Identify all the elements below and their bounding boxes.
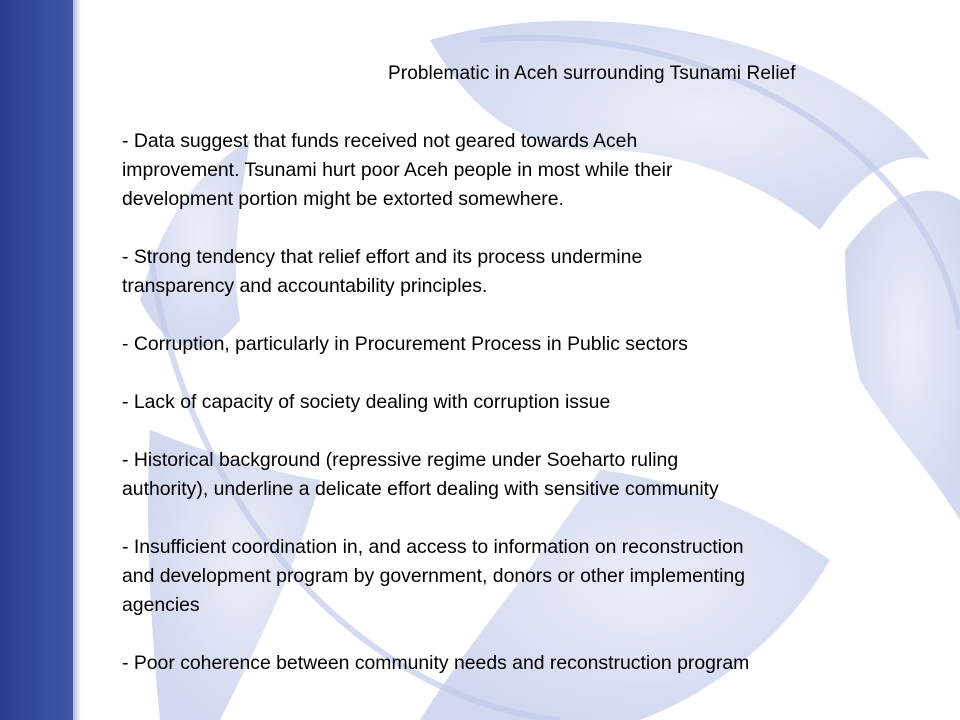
bullet-coherence (122, 649, 912, 678)
bullet-capacity (122, 388, 912, 417)
left-sidebar-bar (0, 0, 73, 720)
bullet-corruption (122, 330, 912, 359)
bullet-funds (122, 127, 912, 214)
left-sidebar-shadow (73, 0, 81, 720)
bullet-line: - Corruption, particularly in Procurement Process in Public sectors (122, 333, 688, 355)
slide-body (122, 127, 912, 707)
bullet-line: development portion might be extorted somewhere. (122, 188, 564, 210)
bullet-line: authority), underline a delicate effort dealing with sensitive community (122, 478, 719, 500)
bullet-line: - Insufficient coordination in, and access to information on reconstruction (122, 536, 744, 558)
bullet-coordination (122, 533, 912, 620)
bullet-line: - Strong tendency that relief effort and its process undermine (122, 246, 643, 268)
bullet-transparency (122, 243, 912, 301)
bullet-line: transparency and accountability principles. (122, 275, 488, 297)
bullet-history (122, 446, 912, 504)
bullet-line: - Data suggest that funds received not geared towards Aceh (122, 130, 638, 152)
bullet-line: improvement. Tsunami hurt poor Aceh people in most while their (122, 159, 673, 181)
bullet-line: - Lack of capacity of society dealing with corruption issue (122, 391, 611, 413)
bullet-line: - Poor coherence between community needs and reconstruction program (122, 652, 750, 674)
bullet-line: agencies (122, 594, 200, 616)
slide-title: Problematic in Aceh surrounding Tsunami Relief (388, 63, 796, 84)
bullet-line: and development program by government, donors or other implementing (122, 565, 745, 587)
bullet-line: - Historical background (repressive regime under Soeharto ruling (122, 449, 679, 471)
